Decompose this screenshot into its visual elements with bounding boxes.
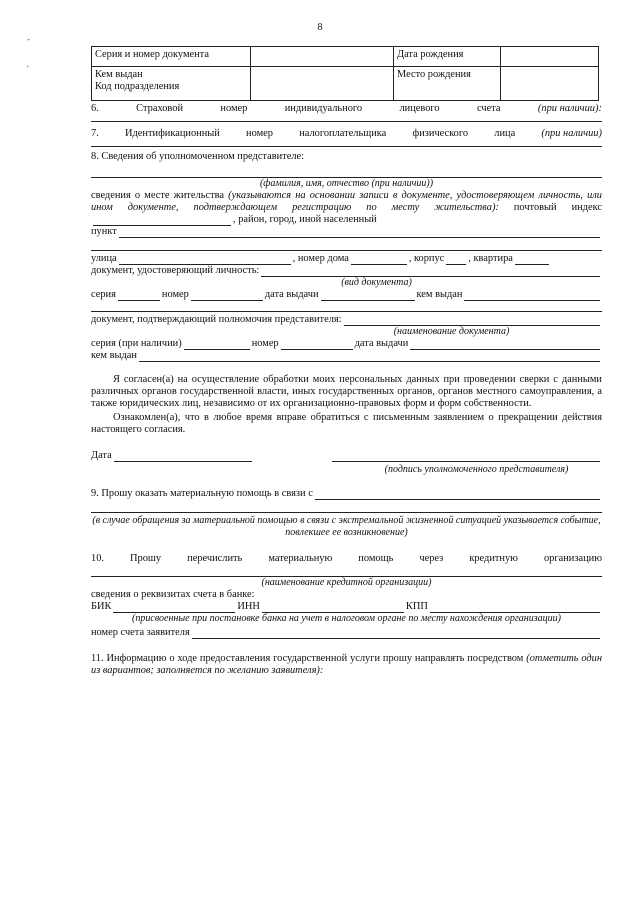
s8-issued-by2-row	[91, 350, 602, 362]
s10-inn-field[interactable]	[262, 602, 404, 613]
s8-address-row	[91, 253, 602, 265]
s7-word: номер	[246, 128, 273, 139]
s10-word: перечислить	[187, 553, 243, 564]
s8-signature-caption: (подпись уполномоченного представителя)	[384, 464, 569, 475]
birth-date-field[interactable]	[501, 47, 599, 67]
s8-postal-label: почтовый индекс	[513, 202, 602, 213]
s9-reason-field[interactable]	[315, 489, 600, 500]
s8-issue-date-field[interactable]	[321, 290, 415, 301]
s10-word: через	[419, 553, 444, 564]
s8-date-label: Дата	[91, 450, 112, 461]
s8-doc-name-caption: (наименование документа)	[393, 326, 510, 337]
s6-word: номер	[220, 103, 248, 114]
s8-date-row	[91, 450, 602, 462]
s8-punkt-field[interactable]	[119, 227, 600, 238]
s6-note: (при наличии):	[537, 103, 602, 114]
s8-series-opt-field[interactable]	[184, 339, 250, 350]
s10-account-label: номер счета заявителя	[91, 627, 190, 638]
s10-bik-field[interactable]	[113, 602, 235, 613]
s8-authority-series-row	[91, 338, 602, 350]
s8-issued-by-field[interactable]	[464, 290, 600, 301]
s10-org-caption: (наименование кредитной организации)	[261, 577, 432, 588]
s8-residence	[91, 190, 602, 226]
s8-date-field[interactable]	[114, 451, 252, 462]
document-table	[91, 46, 599, 101]
s8-fio-field[interactable]	[91, 163, 602, 178]
s8-series-label: серия	[91, 289, 116, 300]
s8-issued-by-label: кем выдан	[416, 289, 463, 300]
s8-number-label: номер	[161, 289, 189, 300]
s6-snils-field[interactable]	[91, 115, 602, 122]
s10-kpp-caption: (присвоенные при постановке банка на учет в налоговом органе по месту нахождения организации)	[132, 613, 561, 624]
s8-house-label: , номер дома	[292, 253, 349, 264]
s8-authority-row	[91, 314, 602, 326]
s10-bank-details: сведения о реквизитах счета в банке:	[91, 589, 255, 600]
s11-note: (отметить один из вариантов; заполняется по желанию заявителя):	[91, 653, 602, 676]
s7-inn-field[interactable]	[91, 140, 602, 147]
s8-id-doc-field[interactable]	[261, 266, 600, 277]
s9-row	[91, 488, 602, 500]
s8-authority-label: документ, подтверждающий полномочия представителя:	[91, 314, 342, 325]
s8-issued-by2-label: кем выдан	[91, 350, 137, 361]
doc-series-label: Серия и номер документа	[92, 47, 251, 67]
s8-acknowledge: Ознакомлен(а), что в любое время вправе обратиться с письменным заявлением о прекращении действия настоящего согласия.	[91, 412, 602, 435]
birth-place-field[interactable]	[501, 67, 599, 101]
s8-punkt-label: пункт	[91, 226, 117, 237]
s8-fio-caption: (фамилия, имя, отчество (при наличии))	[259, 178, 434, 189]
section-6	[91, 103, 602, 115]
s10-kpp-field[interactable]	[430, 602, 600, 613]
doc-series-field[interactable]	[251, 47, 394, 67]
issued-by-field[interactable]	[251, 67, 394, 101]
s10-org-field[interactable]	[91, 565, 602, 577]
s8-series-opt-label: серия (при наличии)	[91, 338, 182, 349]
s11-text: 11. Информацию о ходе предоставления государственной услуги прошу направлять посредством	[91, 653, 524, 664]
s8-issue-date2-label: дата выдачи	[354, 338, 409, 349]
s10-word: Прошу	[130, 553, 162, 564]
margin-mark: -	[27, 34, 30, 44]
s8-issue-date-label: дата выдачи	[264, 289, 319, 300]
margin-mark: '	[27, 64, 29, 74]
s8-signature-field[interactable]	[332, 451, 600, 462]
s6-word: лицевого	[399, 103, 440, 114]
s7-word: Идентификационный	[125, 128, 220, 139]
s10-word: кредитную	[469, 553, 518, 564]
s7-word: физического	[412, 128, 469, 139]
s7-word: 7.	[91, 128, 99, 139]
s8-authority-field[interactable]	[344, 315, 600, 326]
s6-word: индивидуального	[284, 103, 363, 114]
s8-number2-label: номер	[251, 338, 279, 349]
s10-word: организацию	[543, 553, 602, 564]
s8-number-field[interactable]	[191, 290, 263, 301]
section-7	[91, 128, 602, 140]
s10-account-field[interactable]	[192, 628, 600, 639]
s8-street-field[interactable]	[119, 254, 291, 265]
s10-word: материальную	[268, 553, 333, 564]
s8-punkt-row	[91, 226, 602, 238]
s10-bank-row	[91, 601, 602, 613]
birth-date-label: Дата рождения	[394, 47, 501, 67]
s10-account-row	[91, 627, 602, 639]
s7-word: налогоплательщика	[299, 128, 387, 139]
s8-number2-field[interactable]	[281, 339, 353, 350]
s9-title: 9. Прошу оказать материальную помощь в связи с	[91, 488, 313, 499]
section-11	[91, 653, 602, 677]
s9-reason-field-2[interactable]	[91, 500, 602, 513]
s8-doc-kind-caption: (вид документа)	[341, 277, 412, 288]
s10-word: 10.	[91, 553, 104, 564]
page-number: 8	[317, 22, 323, 33]
s8-postal-field[interactable]	[93, 215, 231, 226]
s8-street-label: улица	[91, 253, 117, 264]
s9-caption: (в случае обращения за материальной помощью в связи с экстремальной жизненной ситуацией указывается событие, повлекшее ее возникновение)	[92, 515, 601, 538]
issued-by-label: Кем выдан	[95, 69, 143, 80]
s8-punkt-field-2[interactable]	[91, 238, 602, 251]
s10-inn-label: ИНН	[237, 601, 260, 612]
s8-id-doc-label: документ, удостоверяющий личность:	[91, 265, 260, 276]
s6-word: счета	[477, 103, 501, 114]
s8-building-field[interactable]	[446, 254, 466, 265]
form-body	[91, 46, 602, 677]
s8-issued-by2-field[interactable]	[139, 351, 600, 362]
s6-word: 6.	[91, 103, 99, 114]
s10-kpp-label: КПП	[405, 601, 428, 612]
s8-residence-lead: сведения о месте жительства	[91, 190, 224, 201]
section-10	[91, 553, 602, 565]
s8-house-field[interactable]	[351, 254, 407, 265]
birth-place-label: Место рождения	[394, 67, 501, 101]
s10-word: помощь	[358, 553, 394, 564]
s8-apartment-field[interactable]	[515, 254, 549, 265]
s10-bik-label: БИК	[91, 601, 112, 612]
s8-id-doc-row	[91, 265, 602, 277]
s8-issued-by-field-2[interactable]	[91, 301, 602, 312]
s7-word: лица	[494, 128, 516, 139]
s8-building-label: , корпус	[408, 253, 445, 264]
issued-by-label-cell	[92, 67, 251, 101]
s8-series-field[interactable]	[118, 290, 160, 301]
s8-title: 8. Сведения об уполномоченном представителе:	[91, 151, 305, 162]
s8-issue-date2-field[interactable]	[410, 339, 600, 350]
s8-id-series-row	[91, 289, 602, 301]
s7-note: (при наличии)	[541, 128, 602, 139]
division-code-label: Код подразделения	[95, 81, 180, 92]
s8-consent: Я согласен(а) на осуществление обработки моих персональных данных при проведении сверки с данными различных органов государственной власти, иных государственных органов, органов местного самоуправления, а также юридических лиц, независимо от их организационно-правовых форм и форм собственности.	[91, 374, 602, 409]
s8-residence-note: (указываются на основании записи в документе, удостоверяющем личность, или ином документе, подтверждающем регистрацию по месту жительства):	[91, 190, 602, 213]
s6-word: Страховой	[136, 103, 184, 114]
s8-apartment-label: , квартира	[468, 253, 513, 264]
s8-district-label: , район, город, иной населенный	[233, 214, 377, 225]
